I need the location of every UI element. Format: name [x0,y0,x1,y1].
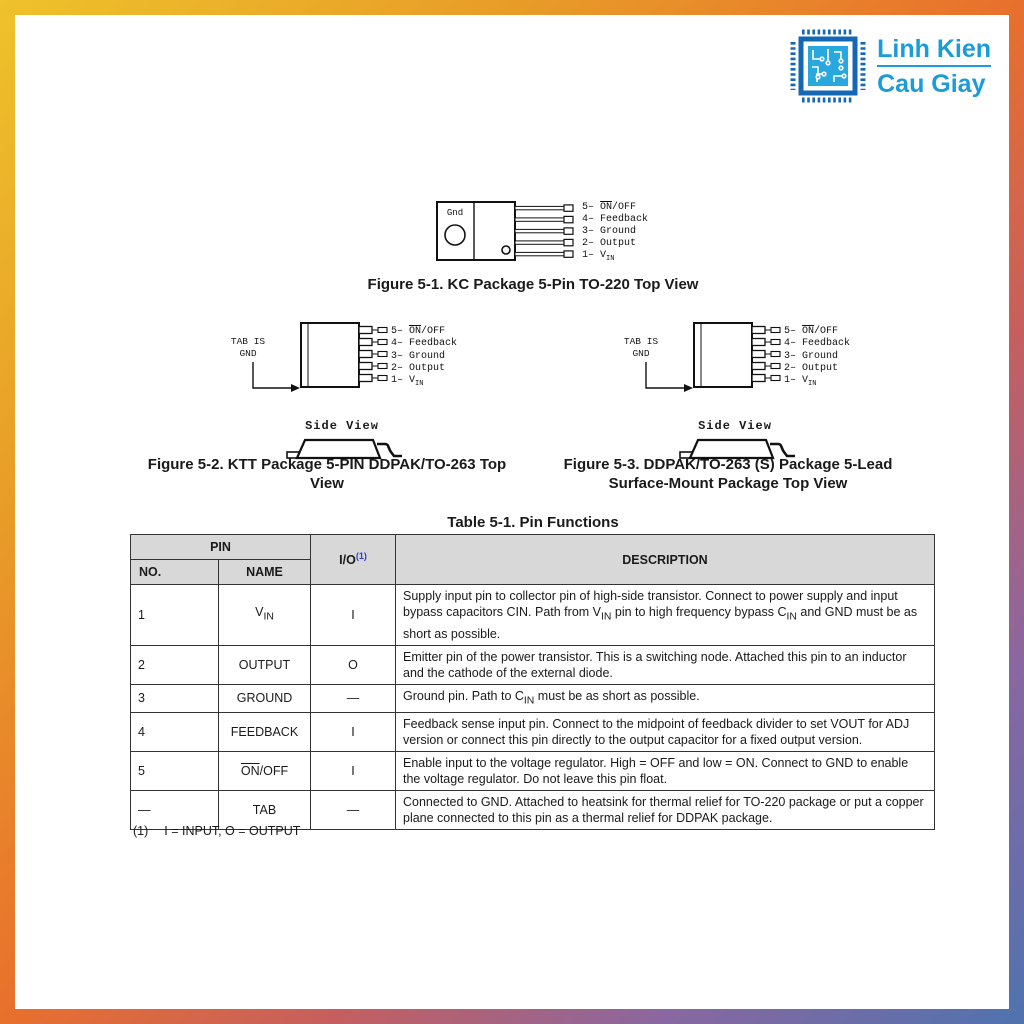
pin-label: 5– $\overline{ON}$/OFF [391,326,446,337]
ddpak-package-diagram [693,322,793,392]
tab-note-line2: GND [632,348,650,359]
pin-label: 4– Feedback [784,338,851,350]
figure-5-1 [436,201,648,263]
pin-label: 3– Ground [784,350,839,362]
figure-5-1-caption: Figure 5-1. KC Package 5-Pin TO-220 Top View [367,276,699,293]
pin-label: 4– Feedback [391,338,458,350]
tab-is-gnd-label [219,336,277,360]
arrow-icon [634,360,698,396]
figure-5-2-caption [127,455,527,493]
chip-icon [789,29,867,103]
pin-no-cell: 1 [131,585,219,646]
table-row [131,684,935,713]
pin-name-cell: $V_{IN}$ [219,585,311,646]
header-no: NO. [131,560,219,585]
ddpak-package-diagram [300,322,400,392]
pin-description-cell: Supply input pin to collector pin of high-side transistor. Connect to power supply and input bypass capacitors CIN. Path from $V_{IN}$ pin to high frequency bypass $C_{IN}$ and GND must be as short as possible. [396,585,935,646]
side-view-label: Side View [698,419,772,433]
table-title: Table 5-1. Pin Functions [447,514,619,531]
figure-5-2-caption-line2: View [310,475,344,492]
pin-description-cell: Feedback sense input pin. Connect to the midpoint of feedback divider to set VOUT for ADJ version or connect this pin directly to the output capacitor for a fixed output version. [396,713,935,752]
pin-io-cell: I [311,585,396,646]
to220-package-diagram [436,201,576,263]
pin-label: 2– Output [784,362,839,374]
pin-label: 1– $V_{IN}$ [391,375,424,388]
pin-no-cell: — [131,791,219,830]
pin-functions-table [130,534,935,830]
pin-io-cell: — [311,791,396,830]
pin-label: 4– Feedback [582,214,649,225]
pin-io-cell: O [311,645,396,684]
header-io-label: I/O [339,553,356,568]
logo-divider [877,65,991,67]
table-row [131,752,935,791]
figure-5-2 [213,318,483,468]
pin-label: 5– $\overline{ON}$/OFF [784,326,839,337]
figure-5-3-caption [528,455,928,493]
figure-5-3-caption-line1: Figure 5-3. DDPAK/TO-263 (S) Package 5-Lead [563,456,893,473]
tab-note-line1: TAB IS [623,336,659,347]
pin-no-cell: 5 [131,752,219,791]
pin-no-cell: 4 [131,713,219,752]
tab-note-line2: GND [239,348,257,359]
footnote-text: I = INPUT, O = OUTPUT [164,824,301,838]
pin-io-cell: I [311,713,396,752]
logo-text [877,34,991,99]
store-logo [789,29,991,103]
svg-text:Gnd: Gnd [446,208,464,218]
side-view-label: Side View [305,419,379,433]
page-panel [15,15,1009,1009]
table-header-row-1 [131,535,935,560]
pin-description-cell: Enable input to the voltage regulator. High = OFF and low = ON. Connect to GND to enable the voltage regulator. Do not leave this pin float. [396,752,935,791]
pin-name-cell: GROUND [219,684,311,713]
footnote [133,824,300,838]
footnote-marker: (1) [133,824,149,838]
pin-name-cell: OUTPUT [219,645,311,684]
pin-label: 3– Ground [582,226,637,237]
header-io [311,535,396,585]
figure-5-3 [606,318,876,468]
pin-labels [391,326,457,390]
header-description: DESCRIPTION [396,535,935,585]
tab-is-gnd-label [612,336,670,360]
logo-line1: Linh Kien [877,34,991,63]
header-pin: PIN [131,535,311,560]
pin-description-cell: Ground pin. Path to $C_{IN}$ must be as short as possible. [396,684,935,713]
pin-label: 2– Output [582,238,637,249]
pin-name-cell: $\overline{ON}$/OFF [219,752,311,791]
table-row [131,645,935,684]
header-io-footnote-ref: (1) [355,551,367,562]
figure-5-3-caption-line2: Surface-Mount Package Top View [608,475,848,492]
pin-description-cell: Connected to GND. Attached to heatsink for thermal relief for TO-220 package or put a copper plane connected to this pin as a thermal relief for DDPAK package. [396,791,935,830]
figure-5-2-caption-line1: Figure 5-2. KTT Package 5-PIN DDPAK/TO-263 Top [147,456,507,473]
pin-name-cell: FEEDBACK [219,713,311,752]
table-row [131,713,935,752]
header-name: NAME [219,560,311,585]
pin-description-cell: Emitter pin of the power transistor. This is a switching node. Attached this pin to an inductor and the cathode of the external diode. [396,645,935,684]
tab-note-line1: TAB IS [230,336,266,347]
pin-io-cell: — [311,684,396,713]
pin-labels [582,202,648,262]
logo-line2: Cau Giay [877,69,986,98]
pin-label: 1– $V_{IN}$ [582,250,615,263]
table-row [131,585,935,646]
pin-name-cell: TAB [219,791,311,830]
pin-label: 5– $\overline{ON}$/OFF [582,202,637,213]
pin-label: 3– Ground [391,350,446,362]
pin-no-cell: 2 [131,645,219,684]
pin-label: 1– $V_{IN}$ [784,375,817,388]
arrow-icon [241,360,305,396]
pin-labels [784,326,850,390]
pin-label: 2– Output [391,362,446,374]
pin-io-cell: I [311,752,396,791]
pin-no-cell: 3 [131,684,219,713]
